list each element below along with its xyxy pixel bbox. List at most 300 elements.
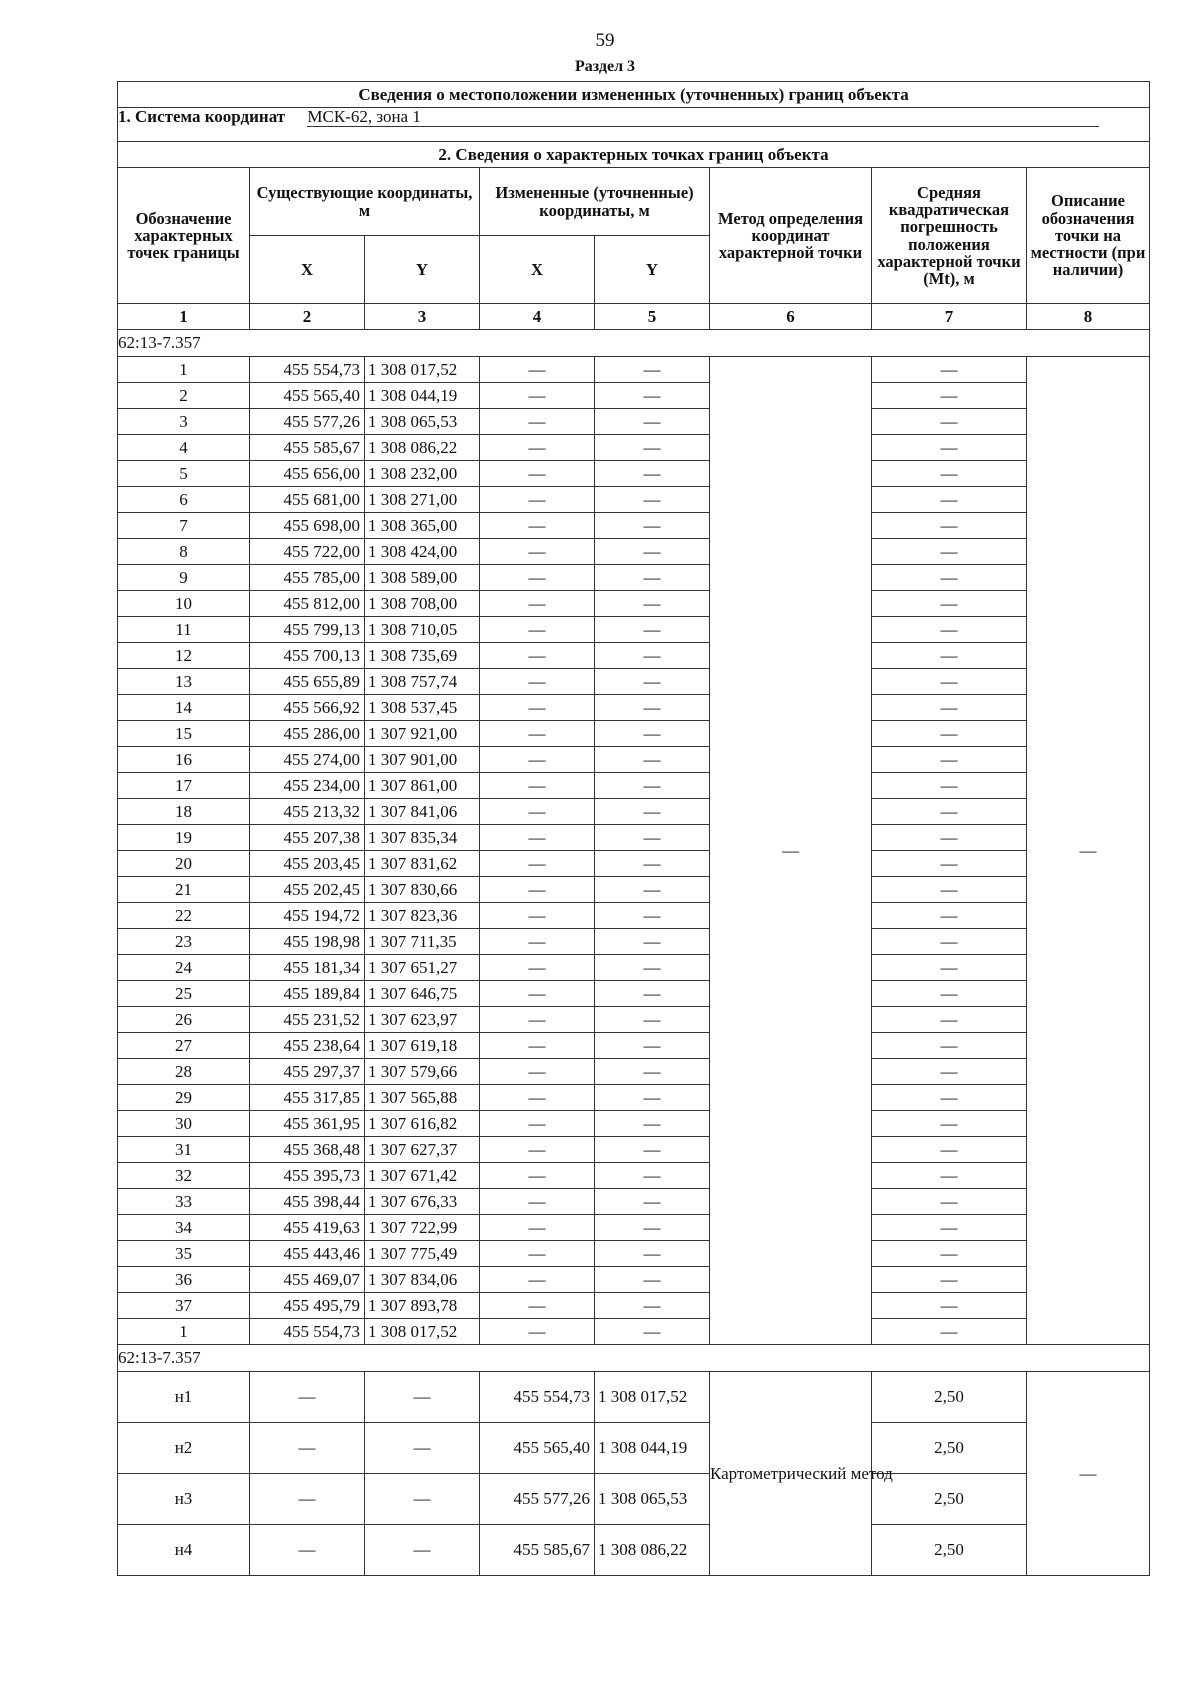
existing-x: 455 554,73 bbox=[250, 357, 365, 383]
error-cell: 2,50 bbox=[872, 1372, 1027, 1423]
description-cell: — bbox=[1027, 1372, 1150, 1576]
existing-y: 1 308 044,19 bbox=[365, 383, 480, 409]
table-row bbox=[118, 1137, 1150, 1163]
header-existing-x: X bbox=[250, 236, 365, 304]
table-row bbox=[118, 903, 1150, 929]
table-row bbox=[118, 1215, 1150, 1241]
existing-x: 455 198,98 bbox=[250, 929, 365, 955]
changed-x: — bbox=[480, 383, 595, 409]
boundary-points-table bbox=[117, 81, 1150, 1576]
existing-y: 1 308 065,53 bbox=[365, 409, 480, 435]
existing-y: 1 308 708,00 bbox=[365, 591, 480, 617]
changed-y: — bbox=[595, 591, 710, 617]
point-id: 24 bbox=[118, 955, 250, 981]
header-existing-coords: Существующие координаты, м bbox=[250, 168, 480, 236]
existing-x: 455 681,00 bbox=[250, 487, 365, 513]
header-changed-x: X bbox=[480, 236, 595, 304]
error-cell: — bbox=[872, 1163, 1027, 1189]
changed-x: — bbox=[480, 1137, 595, 1163]
table-row bbox=[118, 1319, 1150, 1345]
point-id: 37 bbox=[118, 1293, 250, 1319]
changed-y: — bbox=[595, 487, 710, 513]
existing-x: 455 317,85 bbox=[250, 1085, 365, 1111]
changed-y: — bbox=[595, 539, 710, 565]
changed-y: — bbox=[595, 1059, 710, 1085]
table-row bbox=[118, 955, 1150, 981]
point-id: 20 bbox=[118, 851, 250, 877]
existing-x: 455 368,48 bbox=[250, 1137, 365, 1163]
existing-x: 455 655,89 bbox=[250, 669, 365, 695]
point-id: 26 bbox=[118, 1007, 250, 1033]
error-cell: — bbox=[872, 1111, 1027, 1137]
column-number: 6 bbox=[710, 304, 872, 330]
error-cell: — bbox=[872, 357, 1027, 383]
changed-x: — bbox=[480, 903, 595, 929]
changed-y: — bbox=[595, 747, 710, 773]
changed-x: — bbox=[480, 747, 595, 773]
changed-x: — bbox=[480, 591, 595, 617]
table-row bbox=[118, 617, 1150, 643]
points-section-title: 2. Сведения о характерных точках границ объекта bbox=[118, 142, 1150, 168]
changed-x: 455 565,40 bbox=[480, 1423, 595, 1474]
existing-x: 455 443,46 bbox=[250, 1241, 365, 1267]
parcel-group-row bbox=[118, 1345, 1150, 1372]
section-title: Раздел 3 bbox=[574, 58, 636, 75]
existing-y: 1 307 616,82 bbox=[365, 1111, 480, 1137]
existing-y: 1 308 271,00 bbox=[365, 487, 480, 513]
changed-x: — bbox=[480, 409, 595, 435]
point-id: 9 bbox=[118, 565, 250, 591]
point-id: 2 bbox=[118, 383, 250, 409]
existing-y: 1 307 831,62 bbox=[365, 851, 480, 877]
point-id: 30 bbox=[118, 1111, 250, 1137]
point-id: 34 bbox=[118, 1215, 250, 1241]
changed-y: — bbox=[595, 1007, 710, 1033]
point-id: 19 bbox=[118, 825, 250, 851]
error-cell: — bbox=[872, 487, 1027, 513]
changed-y: — bbox=[595, 825, 710, 851]
error-cell: — bbox=[872, 955, 1027, 981]
column-number: 8 bbox=[1027, 304, 1150, 330]
point-id: 14 bbox=[118, 695, 250, 721]
existing-y: 1 307 565,88 bbox=[365, 1085, 480, 1111]
existing-y: — bbox=[365, 1474, 480, 1525]
existing-x: 455 234,00 bbox=[250, 773, 365, 799]
point-id: 29 bbox=[118, 1085, 250, 1111]
error-cell: — bbox=[872, 643, 1027, 669]
existing-x: 455 361,95 bbox=[250, 1111, 365, 1137]
error-cell: — bbox=[872, 747, 1027, 773]
changed-y: — bbox=[595, 1033, 710, 1059]
point-id: 35 bbox=[118, 1241, 250, 1267]
existing-x: — bbox=[250, 1372, 365, 1423]
changed-y: 1 308 017,52 bbox=[595, 1372, 710, 1423]
existing-x: 455 812,00 bbox=[250, 591, 365, 617]
existing-x: 455 656,00 bbox=[250, 461, 365, 487]
existing-x: 455 495,79 bbox=[250, 1293, 365, 1319]
existing-x: 455 181,34 bbox=[250, 955, 365, 981]
existing-y: 1 308 017,52 bbox=[365, 1319, 480, 1345]
table-row bbox=[118, 643, 1150, 669]
changed-x: — bbox=[480, 1241, 595, 1267]
point-id: 8 bbox=[118, 539, 250, 565]
existing-x: 455 238,64 bbox=[250, 1033, 365, 1059]
existing-y: — bbox=[365, 1525, 480, 1576]
table-row bbox=[118, 1033, 1150, 1059]
changed-x: — bbox=[480, 1111, 595, 1137]
changed-x: — bbox=[480, 487, 595, 513]
changed-y: — bbox=[595, 513, 710, 539]
header-error: Средняя квадратическая погрешность положения характерной точки (Mt), м bbox=[872, 168, 1027, 304]
existing-y: 1 307 861,00 bbox=[365, 773, 480, 799]
table-row bbox=[118, 1525, 1150, 1576]
coordinate-system-label: 1. Система координат bbox=[118, 107, 286, 126]
changed-y: — bbox=[595, 1267, 710, 1293]
changed-y: — bbox=[595, 565, 710, 591]
header-method: Метод определения координат характерной точки bbox=[710, 168, 872, 304]
changed-y: — bbox=[595, 1137, 710, 1163]
header-changed-coords: Измененные (уточненные) координаты, м bbox=[480, 168, 710, 236]
error-cell: 2,50 bbox=[872, 1423, 1027, 1474]
changed-x: 455 577,26 bbox=[480, 1474, 595, 1525]
point-id: 33 bbox=[118, 1189, 250, 1215]
existing-x: 455 785,00 bbox=[250, 565, 365, 591]
existing-x: 455 395,73 bbox=[250, 1163, 365, 1189]
changed-x: — bbox=[480, 825, 595, 851]
point-id: 22 bbox=[118, 903, 250, 929]
existing-x: 455 203,45 bbox=[250, 851, 365, 877]
changed-x: — bbox=[480, 513, 595, 539]
existing-y: 1 308 537,45 bbox=[365, 695, 480, 721]
existing-y: 1 307 623,97 bbox=[365, 1007, 480, 1033]
changed-x: — bbox=[480, 643, 595, 669]
header-designation: Обозначение характерных точек границы bbox=[118, 168, 250, 304]
changed-y: — bbox=[595, 981, 710, 1007]
table-row bbox=[118, 851, 1150, 877]
existing-x: 455 213,32 bbox=[250, 799, 365, 825]
description-cell: — bbox=[1027, 357, 1150, 1345]
point-id: 12 bbox=[118, 643, 250, 669]
table-row bbox=[118, 1111, 1150, 1137]
error-cell: — bbox=[872, 1189, 1027, 1215]
point-id: 3 bbox=[118, 409, 250, 435]
error-cell: — bbox=[872, 669, 1027, 695]
table-row bbox=[118, 357, 1150, 383]
changed-x: — bbox=[480, 981, 595, 1007]
table-row bbox=[118, 1423, 1150, 1474]
changed-x: — bbox=[480, 1319, 595, 1345]
table-row bbox=[118, 669, 1150, 695]
error-cell: — bbox=[872, 1215, 1027, 1241]
point-id: 16 bbox=[118, 747, 250, 773]
changed-y: 1 308 065,53 bbox=[595, 1474, 710, 1525]
point-id: 1 bbox=[118, 1319, 250, 1345]
header-changed-y: Y bbox=[595, 236, 710, 304]
existing-x: 455 554,73 bbox=[250, 1319, 365, 1345]
table-row bbox=[118, 747, 1150, 773]
changed-y: — bbox=[595, 383, 710, 409]
table-row bbox=[118, 1293, 1150, 1319]
error-cell: — bbox=[872, 409, 1027, 435]
existing-x: 455 274,00 bbox=[250, 747, 365, 773]
changed-x: — bbox=[480, 929, 595, 955]
existing-x: 455 698,00 bbox=[250, 513, 365, 539]
table-row bbox=[118, 877, 1150, 903]
point-id: н3 bbox=[118, 1474, 250, 1525]
table-row bbox=[118, 591, 1150, 617]
existing-y: 1 307 775,49 bbox=[365, 1241, 480, 1267]
changed-y: — bbox=[595, 929, 710, 955]
error-cell: — bbox=[872, 617, 1027, 643]
table-row bbox=[118, 435, 1150, 461]
table-row bbox=[118, 825, 1150, 851]
existing-y: 1 307 722,99 bbox=[365, 1215, 480, 1241]
existing-x: 455 207,38 bbox=[250, 825, 365, 851]
point-id: 36 bbox=[118, 1267, 250, 1293]
point-id: 6 bbox=[118, 487, 250, 513]
point-id: 5 bbox=[118, 461, 250, 487]
changed-x: — bbox=[480, 461, 595, 487]
existing-y: 1 308 086,22 bbox=[365, 435, 480, 461]
error-cell: 2,50 bbox=[872, 1525, 1027, 1576]
point-id: 13 bbox=[118, 669, 250, 695]
changed-y: — bbox=[595, 1163, 710, 1189]
error-cell: — bbox=[872, 1033, 1027, 1059]
existing-y: 1 308 365,00 bbox=[365, 513, 480, 539]
table-title: Сведения о местоположении измененных (уточненных) границ объекта bbox=[118, 82, 1150, 108]
error-cell: — bbox=[872, 565, 1027, 591]
existing-y: 1 308 232,00 bbox=[365, 461, 480, 487]
changed-y: — bbox=[595, 1111, 710, 1137]
page-number: 59 bbox=[595, 30, 615, 51]
changed-y: — bbox=[595, 1085, 710, 1111]
changed-x: — bbox=[480, 1007, 595, 1033]
table-row bbox=[118, 1163, 1150, 1189]
existing-y: 1 308 735,69 bbox=[365, 643, 480, 669]
changed-y: — bbox=[595, 357, 710, 383]
error-cell: — bbox=[872, 1085, 1027, 1111]
existing-y: 1 307 834,06 bbox=[365, 1267, 480, 1293]
table-row bbox=[118, 409, 1150, 435]
changed-y: — bbox=[595, 721, 710, 747]
error-cell: — bbox=[872, 1241, 1027, 1267]
existing-x: — bbox=[250, 1474, 365, 1525]
changed-x: — bbox=[480, 1189, 595, 1215]
changed-x: — bbox=[480, 955, 595, 981]
parcel-cadastral-number: 62:13-7.357 bbox=[118, 1345, 1150, 1372]
changed-y: — bbox=[595, 799, 710, 825]
table-row bbox=[118, 929, 1150, 955]
existing-y: 1 307 671,42 bbox=[365, 1163, 480, 1189]
error-cell: — bbox=[872, 539, 1027, 565]
method-cell: — bbox=[710, 357, 872, 1345]
changed-x: — bbox=[480, 357, 595, 383]
point-id: 25 bbox=[118, 981, 250, 1007]
existing-y: 1 308 017,52 bbox=[365, 357, 480, 383]
error-cell: — bbox=[872, 591, 1027, 617]
changed-x: — bbox=[480, 617, 595, 643]
changed-y: — bbox=[595, 1241, 710, 1267]
table-row bbox=[118, 539, 1150, 565]
existing-y: 1 307 901,00 bbox=[365, 747, 480, 773]
column-number: 3 bbox=[365, 304, 480, 330]
error-cell: — bbox=[872, 929, 1027, 955]
point-id: н1 bbox=[118, 1372, 250, 1423]
existing-y: — bbox=[365, 1372, 480, 1423]
column-number: 2 bbox=[250, 304, 365, 330]
table-row bbox=[118, 1007, 1150, 1033]
existing-y: 1 307 711,35 bbox=[365, 929, 480, 955]
error-cell: — bbox=[872, 383, 1027, 409]
table-row bbox=[118, 1241, 1150, 1267]
changed-x: — bbox=[480, 1293, 595, 1319]
existing-y: 1 307 579,66 bbox=[365, 1059, 480, 1085]
existing-x: 455 700,13 bbox=[250, 643, 365, 669]
error-cell: — bbox=[872, 1137, 1027, 1163]
changed-y: — bbox=[595, 1319, 710, 1345]
point-id: 31 bbox=[118, 1137, 250, 1163]
changed-y: — bbox=[595, 955, 710, 981]
existing-x: 455 398,44 bbox=[250, 1189, 365, 1215]
existing-x: 455 231,52 bbox=[250, 1007, 365, 1033]
changed-y: — bbox=[595, 617, 710, 643]
changed-x: — bbox=[480, 773, 595, 799]
changed-x: — bbox=[480, 721, 595, 747]
changed-x: — bbox=[480, 669, 595, 695]
existing-y: 1 307 921,00 bbox=[365, 721, 480, 747]
changed-y: 1 308 086,22 bbox=[595, 1525, 710, 1576]
changed-y: — bbox=[595, 669, 710, 695]
point-id: 18 bbox=[118, 799, 250, 825]
error-cell: — bbox=[872, 903, 1027, 929]
existing-x: 455 577,26 bbox=[250, 409, 365, 435]
error-cell: — bbox=[872, 695, 1027, 721]
changed-x: — bbox=[480, 1215, 595, 1241]
existing-y: 1 308 757,74 bbox=[365, 669, 480, 695]
existing-y: 1 307 651,27 bbox=[365, 955, 480, 981]
existing-y: 1 307 823,36 bbox=[365, 903, 480, 929]
point-id: 7 bbox=[118, 513, 250, 539]
changed-y: — bbox=[595, 903, 710, 929]
point-id: н4 bbox=[118, 1525, 250, 1576]
existing-y: 1 307 646,75 bbox=[365, 981, 480, 1007]
existing-x: 455 585,67 bbox=[250, 435, 365, 461]
changed-y: — bbox=[595, 1215, 710, 1241]
table-row bbox=[118, 1059, 1150, 1085]
table-row bbox=[118, 383, 1150, 409]
changed-x: — bbox=[480, 539, 595, 565]
header-description: Описание обозначения точки на местности (при наличии) bbox=[1027, 168, 1150, 304]
error-cell: — bbox=[872, 981, 1027, 1007]
changed-x: — bbox=[480, 435, 595, 461]
table-row bbox=[118, 1267, 1150, 1293]
table-row bbox=[118, 513, 1150, 539]
table-row bbox=[118, 461, 1150, 487]
changed-x: 455 585,67 bbox=[480, 1525, 595, 1576]
changed-y: 1 308 044,19 bbox=[595, 1423, 710, 1474]
existing-y: 1 307 619,18 bbox=[365, 1033, 480, 1059]
error-cell: — bbox=[872, 773, 1027, 799]
point-id: 28 bbox=[118, 1059, 250, 1085]
existing-y: 1 307 893,78 bbox=[365, 1293, 480, 1319]
existing-x: 455 565,40 bbox=[250, 383, 365, 409]
coordinate-system-value: МСК-62, зона 1 bbox=[307, 108, 1099, 127]
existing-x: 455 189,84 bbox=[250, 981, 365, 1007]
point-id: 15 bbox=[118, 721, 250, 747]
parcel-group-row bbox=[118, 330, 1150, 357]
changed-y: — bbox=[595, 409, 710, 435]
changed-x: 455 554,73 bbox=[480, 1372, 595, 1423]
existing-y: 1 307 676,33 bbox=[365, 1189, 480, 1215]
existing-x: 455 297,37 bbox=[250, 1059, 365, 1085]
changed-y: — bbox=[595, 851, 710, 877]
changed-y: — bbox=[595, 695, 710, 721]
table-row bbox=[118, 721, 1150, 747]
error-cell: — bbox=[872, 1059, 1027, 1085]
column-number: 5 bbox=[595, 304, 710, 330]
error-cell: — bbox=[872, 513, 1027, 539]
column-number: 7 bbox=[872, 304, 1027, 330]
existing-y: — bbox=[365, 1423, 480, 1474]
method-cell: Картометрический метод bbox=[710, 1372, 872, 1576]
parcel-cadastral-number: 62:13-7.357 bbox=[118, 330, 1150, 357]
changed-y: — bbox=[595, 435, 710, 461]
existing-y: 1 307 830,66 bbox=[365, 877, 480, 903]
table-row bbox=[118, 799, 1150, 825]
error-cell: — bbox=[872, 1267, 1027, 1293]
existing-y: 1 308 710,05 bbox=[365, 617, 480, 643]
existing-x: 455 202,45 bbox=[250, 877, 365, 903]
changed-x: — bbox=[480, 1085, 595, 1111]
existing-y: 1 307 841,06 bbox=[365, 799, 480, 825]
table-row bbox=[118, 1372, 1150, 1423]
error-cell: — bbox=[872, 1007, 1027, 1033]
existing-x: 455 566,92 bbox=[250, 695, 365, 721]
changed-y: — bbox=[595, 643, 710, 669]
changed-x: — bbox=[480, 851, 595, 877]
table-row bbox=[118, 565, 1150, 591]
error-cell: — bbox=[872, 1293, 1027, 1319]
changed-y: — bbox=[595, 1189, 710, 1215]
error-cell: — bbox=[872, 1319, 1027, 1345]
changed-x: — bbox=[480, 877, 595, 903]
point-id: 27 bbox=[118, 1033, 250, 1059]
error-cell: — bbox=[872, 435, 1027, 461]
point-id: 32 bbox=[118, 1163, 250, 1189]
changed-x: — bbox=[480, 1033, 595, 1059]
changed-x: — bbox=[480, 1163, 595, 1189]
existing-x: 455 419,63 bbox=[250, 1215, 365, 1241]
point-id: н2 bbox=[118, 1423, 250, 1474]
column-number: 4 bbox=[480, 304, 595, 330]
column-numbers-row bbox=[118, 304, 1150, 330]
table-row bbox=[118, 1085, 1150, 1111]
point-id: 23 bbox=[118, 929, 250, 955]
point-id: 21 bbox=[118, 877, 250, 903]
coordinate-system-row bbox=[118, 108, 1150, 142]
error-cell: — bbox=[872, 877, 1027, 903]
existing-x: 455 722,00 bbox=[250, 539, 365, 565]
error-cell: — bbox=[872, 825, 1027, 851]
changed-y: — bbox=[595, 877, 710, 903]
header-existing-y: Y bbox=[365, 236, 480, 304]
point-id: 4 bbox=[118, 435, 250, 461]
changed-y: — bbox=[595, 1293, 710, 1319]
changed-x: — bbox=[480, 695, 595, 721]
existing-x: 455 194,72 bbox=[250, 903, 365, 929]
changed-x: — bbox=[480, 1059, 595, 1085]
point-id: 1 bbox=[118, 357, 250, 383]
